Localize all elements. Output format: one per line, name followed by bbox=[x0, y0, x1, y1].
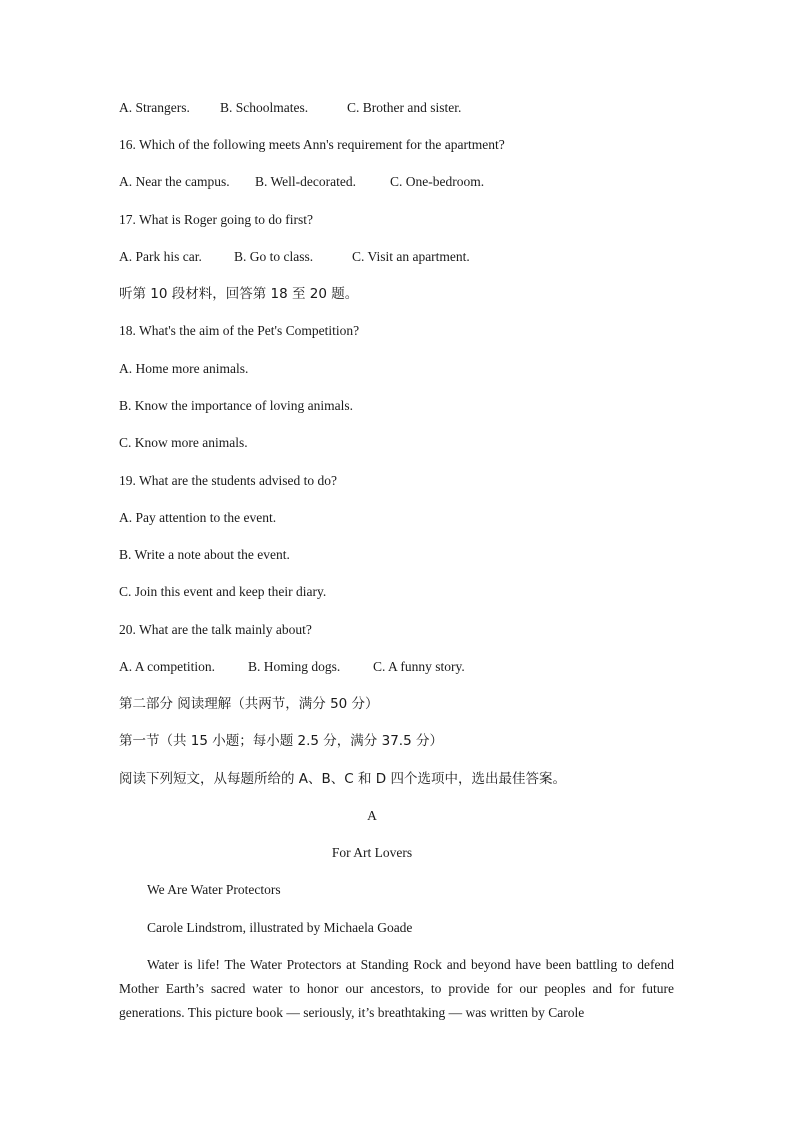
q19-option-a: A. Pay attention to the event. bbox=[119, 510, 277, 525]
q20-option-b: B. Homing dogs. bbox=[248, 659, 341, 674]
q17-options bbox=[119, 248, 470, 266]
q19-option-b: B. Write a note about the event. bbox=[119, 547, 290, 562]
q20-option-c: C. A funny story. bbox=[373, 659, 465, 674]
q19-question: 19. What are the students advised to do? bbox=[119, 473, 337, 488]
q17-option-b: B. Go to class. bbox=[234, 249, 314, 264]
q18-question: 18. What's the aim of the Pet's Competition? bbox=[119, 323, 360, 338]
q18-option-b: B. Know the importance of loving animals. bbox=[119, 398, 353, 413]
q19-option-c: C. Join this event and keep their diary. bbox=[119, 584, 327, 599]
q16-options bbox=[119, 173, 484, 191]
q17-option-c: C. Visit an apartment. bbox=[352, 249, 470, 264]
q20-option-a: A. A competition. bbox=[119, 659, 215, 674]
q15-option-c: C. Brother and sister. bbox=[347, 100, 462, 115]
q16-option-a: A. Near the campus. bbox=[119, 174, 230, 189]
q17-option-a: A. Park his car. bbox=[119, 249, 202, 264]
book-title: We Are Water Protectors bbox=[147, 882, 281, 897]
q18-option-c: C. Know more animals. bbox=[119, 435, 248, 450]
section10-instruction: 听第 10 段材料，回答第 18 至 20 题。 bbox=[119, 286, 359, 302]
q16-option-b: B. Well-decorated. bbox=[255, 174, 356, 189]
passage-label: A bbox=[367, 808, 377, 823]
part2-heading: 第二部分 阅读理解（共两节，满分 50 分） bbox=[119, 696, 379, 712]
q16-question: 16. Which of the following meets Ann's requirement for the apartment? bbox=[119, 137, 505, 152]
q15-option-b: B. Schoolmates. bbox=[220, 100, 309, 115]
author-line: Carole Lindstrom, illustrated by Michaela Goade bbox=[147, 920, 413, 935]
q20-question: 20. What are the talk mainly about? bbox=[119, 622, 312, 637]
q16-option-c: C. One-bedroom. bbox=[390, 174, 485, 189]
passage-body: Water is life! The Water Protectors at Standing Rock and beyond have been battling to defend Mother Earth’s sacred water to honor our ancestors, to provide for our peoples and for future generations. This picture book — seriously, it’s breathtaking — was written by Carole bbox=[119, 957, 674, 1020]
q15-options bbox=[119, 99, 461, 117]
section1-heading: 第一节（共 15 小题；每小题 2.5 分，满分 37.5 分） bbox=[119, 733, 443, 749]
q18-option-a: A. Home more animals. bbox=[119, 361, 249, 376]
q20-options bbox=[119, 658, 465, 676]
passage-title: For Art Lovers bbox=[331, 845, 413, 860]
q17-question: 17. What is Roger going to do first? bbox=[119, 212, 313, 227]
q15-option-a: A. Strangers. bbox=[119, 100, 190, 115]
reading-instruction: 阅读下列短文，从每题所给的 A、B、C 和 D 四个选项中，选出最佳答案。 bbox=[119, 771, 566, 787]
